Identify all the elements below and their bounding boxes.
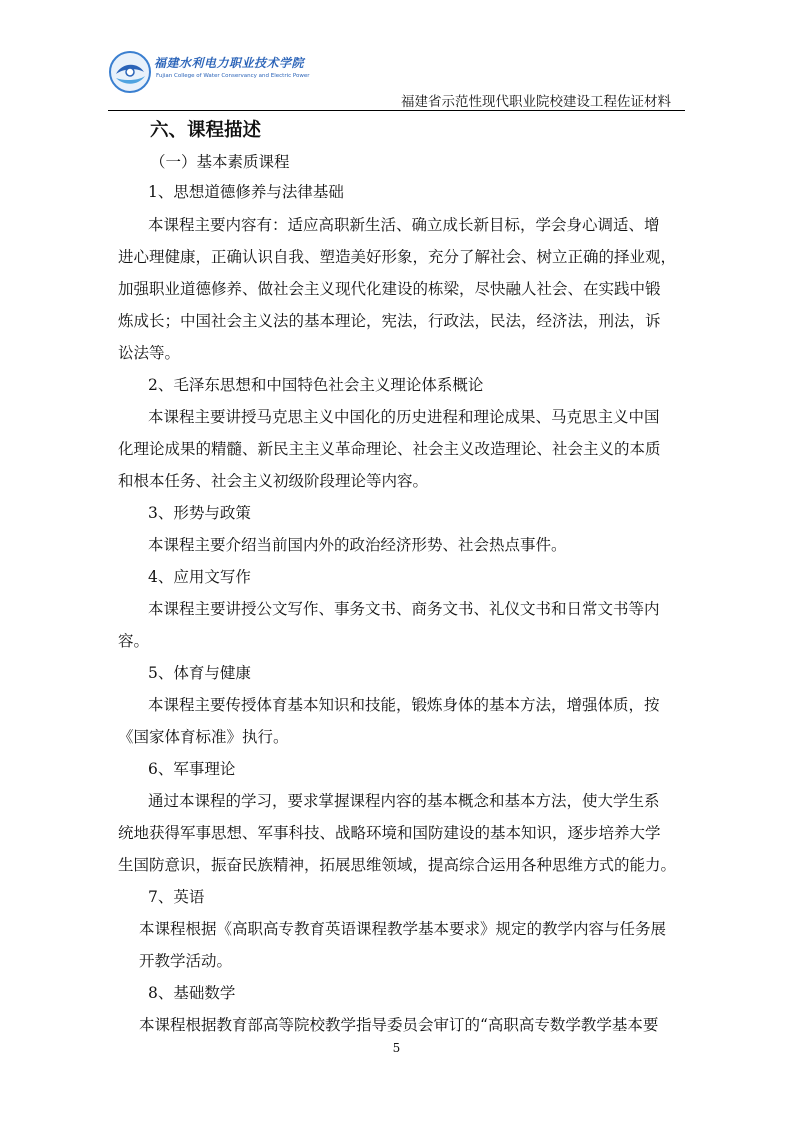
header-divider (108, 110, 685, 111)
course-text-line: 和根本任务、社会主义初级阶段理论等内容。 (118, 472, 429, 490)
course-text-line: 生国防意识，振奋民族精神，拓展思维领域，提高综合运用各种思维方式的能力。 (118, 856, 677, 874)
course-text-line: 容。 (118, 632, 150, 650)
course-text-line: 本课程主要介绍当前国内外的政治经济形势、社会热点事件。 (148, 536, 567, 554)
course-title: 7、英语 (148, 888, 205, 906)
course-title: 5、体育与健康 (148, 664, 251, 682)
course-text-line: 本课程主要传授体育基本知识和技能，锻炼身体的基本方法，增强体质，按 (148, 696, 660, 714)
college-emblem-icon (108, 50, 152, 94)
course-title: 3、形势与政策 (148, 504, 251, 522)
running-header-title: 福建省示范性现代职业院校建设工程佐证材料 (401, 94, 671, 110)
course-title: 4、应用文写作 (148, 568, 251, 586)
course-text-line: 本课程根据教育部高等院校教学指导委员会审订的“高职高专数学教学基本要 (139, 1016, 659, 1034)
course-text-line: 本课程主要内容有：适应高职新生活、确立成长新目标，学会身心调适、增 (148, 216, 660, 234)
course-text-line: 本课程主要讲授马克思主义中国化的历史进程和理论成果、马克思主义中国 (148, 408, 660, 426)
course-title: 1、思想道德修养与法律基础 (148, 183, 344, 201)
section-subheading: （一）基本素质课程 (150, 153, 290, 171)
course-text-line: 进心理健康，正确认识自我、塑造美好形象，充分了解社会、树立正确的择业观， (118, 248, 677, 266)
course-title: 8、基础数学 (148, 984, 236, 1002)
course-text-line: 炼成长；中国社会主义法的基本理论，宪法，行政法，民法，经济法，刑法，诉 (118, 312, 661, 330)
course-text-line: 讼法等。 (118, 344, 181, 362)
course-title: 6、军事理论 (148, 760, 236, 778)
page-number: 5 (392, 1041, 401, 1055)
course-text-line: 统地获得军事思想、军事科技、战略环境和国防建设的基本知识，逐步培养大学 (118, 824, 661, 842)
course-text-line: 《国家体育标准》执行。 (118, 728, 289, 746)
course-text-line: 通过本课程的学习，要求掌握课程内容的基本概念和基本方法，使大学生系 (148, 792, 660, 810)
course-text-line: 化理论成果的精髓、新民主主义革命理论、社会主义改造理论、社会主义的本质 (118, 440, 661, 458)
section-heading: 六、课程描述 (150, 120, 262, 141)
course-title: 2、毛泽东思想和中国特色社会主义理论体系概论 (148, 376, 484, 394)
course-text-line: 开教学活动。 (139, 952, 233, 970)
course-text-line: 加强职业道德修养、做社会主义现代化建设的栋梁，尽快融人社会、在实践中锻 (118, 280, 661, 298)
logo-chinese-name: 福建水利电力职业技术学院 (154, 56, 305, 70)
college-logo (108, 50, 310, 94)
course-text-line: 本课程主要讲授公文写作、事务文书、商务文书、礼仪文书和日常文书等内 (148, 600, 660, 618)
course-text-line: 本课程根据《高职高专教育英语课程教学基本要求》规定的教学内容与任务展 (139, 920, 667, 938)
logo-english-name: Fujian College of Water Conservancy and Electric Power (156, 73, 310, 79)
